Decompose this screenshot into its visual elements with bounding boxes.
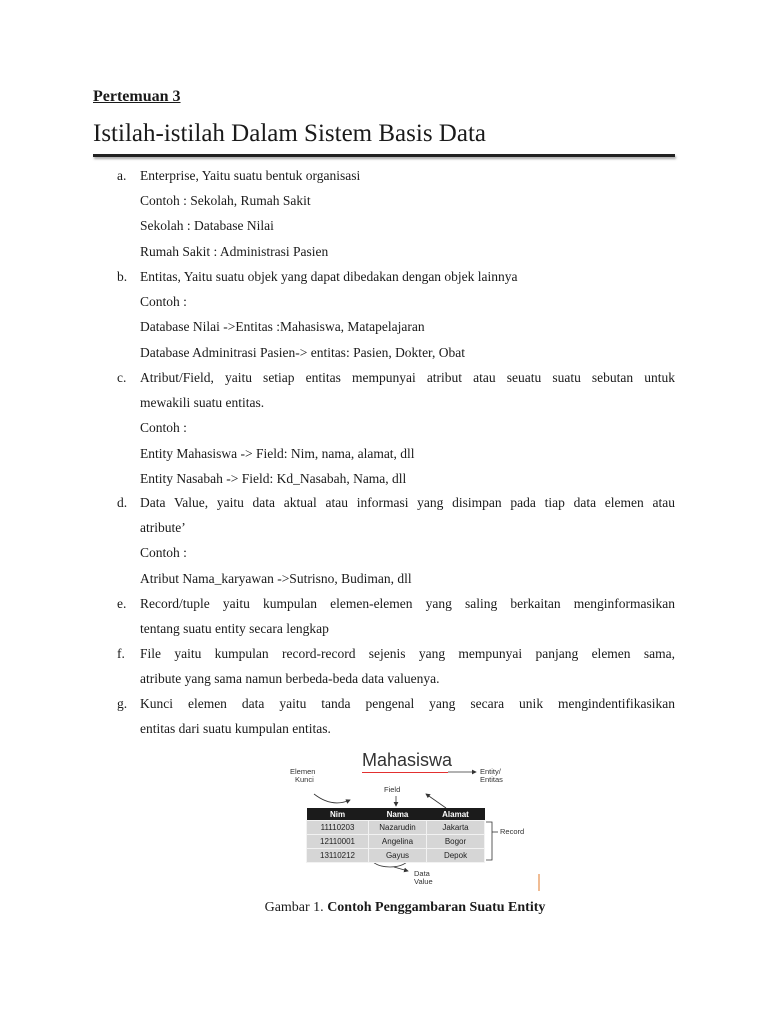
list-line: Contoh : Sekolah, Rumah Sakit	[140, 193, 311, 209]
list-line: Contoh :	[140, 420, 187, 436]
list-line: tentang suatu entity secara lengkap	[140, 621, 329, 637]
label-key-element: Elemen Kunci	[290, 767, 316, 784]
table-cell: 11110203	[307, 821, 369, 835]
table-header-row	[307, 808, 485, 821]
table-cell: 13110212	[307, 849, 369, 863]
list-line: Database Nilai ->Entitas :Mahasiswa, Matapelajaran	[140, 319, 425, 335]
label-entity: Entity/ Entitas	[480, 767, 503, 784]
table-row	[307, 835, 485, 849]
list-marker: b.	[117, 269, 128, 284]
list-line: Enterprise, Yaitu suatu bentuk organisasi	[140, 168, 361, 183]
list-line: Atribut/Field, yaitu setiap entitas mempunyai atribut atau seuatu suatu sebutan untuk	[140, 370, 675, 385]
table-cell: Gayus	[369, 849, 427, 863]
list-marker: f.	[117, 646, 125, 661]
entity-figure	[284, 748, 546, 896]
table-cell: 12110001	[307, 835, 369, 849]
entity-table	[306, 808, 485, 863]
meeting-label: Pertemuan 3	[93, 88, 181, 105]
label-data-value: Data Value	[414, 869, 433, 886]
title-underline	[93, 154, 675, 157]
list-marker: c.	[117, 370, 127, 385]
table-cell: Angelina	[369, 835, 427, 849]
label-record: Record	[500, 827, 525, 836]
list-line: Rumah Sakit : Administrasi Pasien	[140, 243, 329, 259]
list-line: entitas dari suatu kumpulan entitas.	[140, 721, 331, 737]
page-title: Istilah-istilah Dalam Sistem Basis Data	[93, 120, 486, 147]
column-header: Nama	[369, 808, 427, 821]
list-line: Sekolah : Database Nilai	[140, 218, 274, 234]
table-row	[307, 849, 485, 863]
list-line: Entity Mahasiswa -> Field: Nim, nama, alamat, dll	[140, 445, 415, 461]
column-header: Alamat	[427, 808, 485, 821]
list-line: Entity Nasabah -> Field: Kd_Nasabah, Nama, dll	[140, 470, 407, 486]
list-marker: g.	[117, 696, 128, 711]
list-line: Database Adminitrasi Pasien-> entitas: Pasien, Dokter, Obat	[140, 344, 466, 360]
table-cell: Jakarta	[427, 821, 485, 835]
list-line: Record/tuple yaitu kumpulan elemen-elemen yang saling berkaitan menginformasikan	[140, 596, 675, 611]
table-cell: Bogor	[427, 835, 485, 849]
list-line: atribute yang sama namun berbeda-beda data valuenya.	[140, 671, 440, 687]
caption-title: Contoh Penggambaran Suatu Entity	[327, 900, 546, 915]
list-line: Data Value, yaitu data aktual atau informasi yang disimpan pada tiap data elemen atau	[140, 495, 675, 510]
figure-title-underline	[362, 772, 448, 773]
list-marker: e.	[117, 596, 127, 611]
column-header: Nim	[307, 808, 369, 821]
list-line: Contoh :	[140, 294, 187, 310]
table-cell: Depok	[427, 849, 485, 863]
list-line: Kunci elemen data yaitu tanda pengenal yang secara unik mengindentifikasikan	[140, 696, 675, 711]
figure-entity-title: Mahasiswa	[362, 750, 453, 770]
table-cell: Nazarudin	[369, 821, 427, 835]
list-line: mewakili suatu entitas.	[140, 395, 265, 411]
list-marker: d.	[117, 495, 128, 510]
list-line: Atribut Nama_karyawan ->Sutrisno, Budiman, dll	[140, 570, 412, 586]
list-marker: a.	[117, 168, 127, 183]
table-row	[307, 821, 485, 835]
list-line: Entitas, Yaitu suatu objek yang dapat dibedakan dengan objek lainnya	[140, 269, 518, 284]
label-field: Field	[384, 785, 401, 794]
list-line: File yaitu kumpulan record-record sejenis yang mempunyai panjang elemen sama,	[140, 646, 675, 661]
figure-caption	[0, 900, 768, 916]
list-line: Contoh :	[140, 545, 187, 561]
list-line: atribute’	[140, 520, 186, 536]
caption-prefix: Gambar 1.	[264, 900, 328, 915]
